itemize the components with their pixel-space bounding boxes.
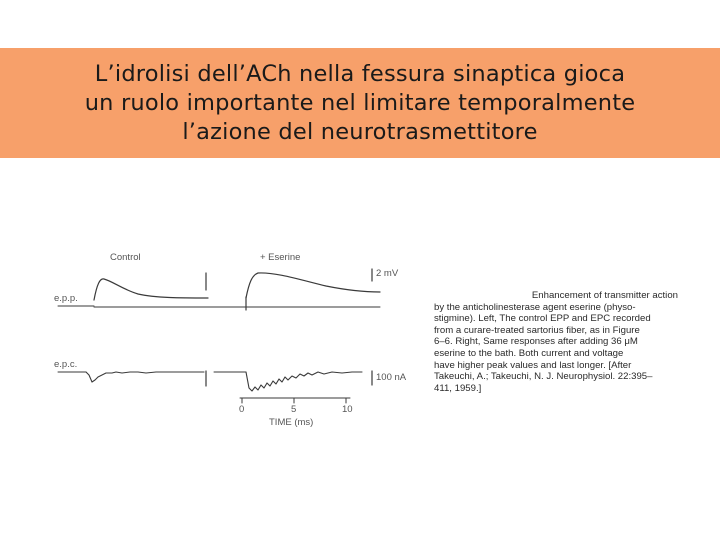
control-label: Control xyxy=(110,252,141,263)
caption-line: stigmine). Left, The control EPP and EPC recorded xyxy=(434,313,651,325)
caption-line: 411, 1959.] xyxy=(434,382,482,394)
caption-line: have higher peak values and last longer. [After xyxy=(434,359,632,371)
recording-traces xyxy=(46,248,430,433)
epc-label: e.p.c. xyxy=(54,359,78,370)
slide-title-line: l’azione del neurotrasmettitore xyxy=(182,118,538,145)
electrophysiology-figure xyxy=(46,248,430,433)
epp-label: e.p.p. xyxy=(54,293,78,304)
slide-title-line: L’idrolisi dell’ACh nella fessura sinaptica gioca xyxy=(94,60,626,87)
time-tick-label: 0 xyxy=(239,404,245,415)
figure-caption xyxy=(434,290,678,394)
caption-line: by the anticholinesterase agent eserine (physo- xyxy=(434,301,636,313)
caption-line: eserine to the bath. Both current and voltage xyxy=(434,347,624,359)
caption-line: from a curare-treated sartorius fiber, as in Figure xyxy=(434,324,640,336)
time-tick-label: 5 xyxy=(291,404,297,415)
time-tick-label: 10 xyxy=(342,404,353,415)
eserine-label: + Eserine xyxy=(260,252,301,263)
control-epp-trace xyxy=(94,279,208,300)
control-epc-trace xyxy=(86,372,204,382)
eserine-epp-trace xyxy=(246,273,380,298)
caption-line: Enhancement of transmitter action xyxy=(531,290,678,301)
slide-title-line: un ruolo importante nel limitare temporalmente xyxy=(84,89,636,116)
caption-line: 6–6. Right, Same responses after adding 36 μM xyxy=(434,336,638,348)
caption-line: Takeuchi, A.; Takeuchi, N. J. Neurophysiol. 22:395– xyxy=(434,371,653,383)
eserine-epc-trace xyxy=(246,372,362,391)
current-scale-label: 100 nA xyxy=(376,372,407,383)
voltage-scale-label: 2 mV xyxy=(376,268,399,279)
time-axis-label: TIME (ms) xyxy=(269,417,314,428)
title-banner xyxy=(0,48,720,158)
